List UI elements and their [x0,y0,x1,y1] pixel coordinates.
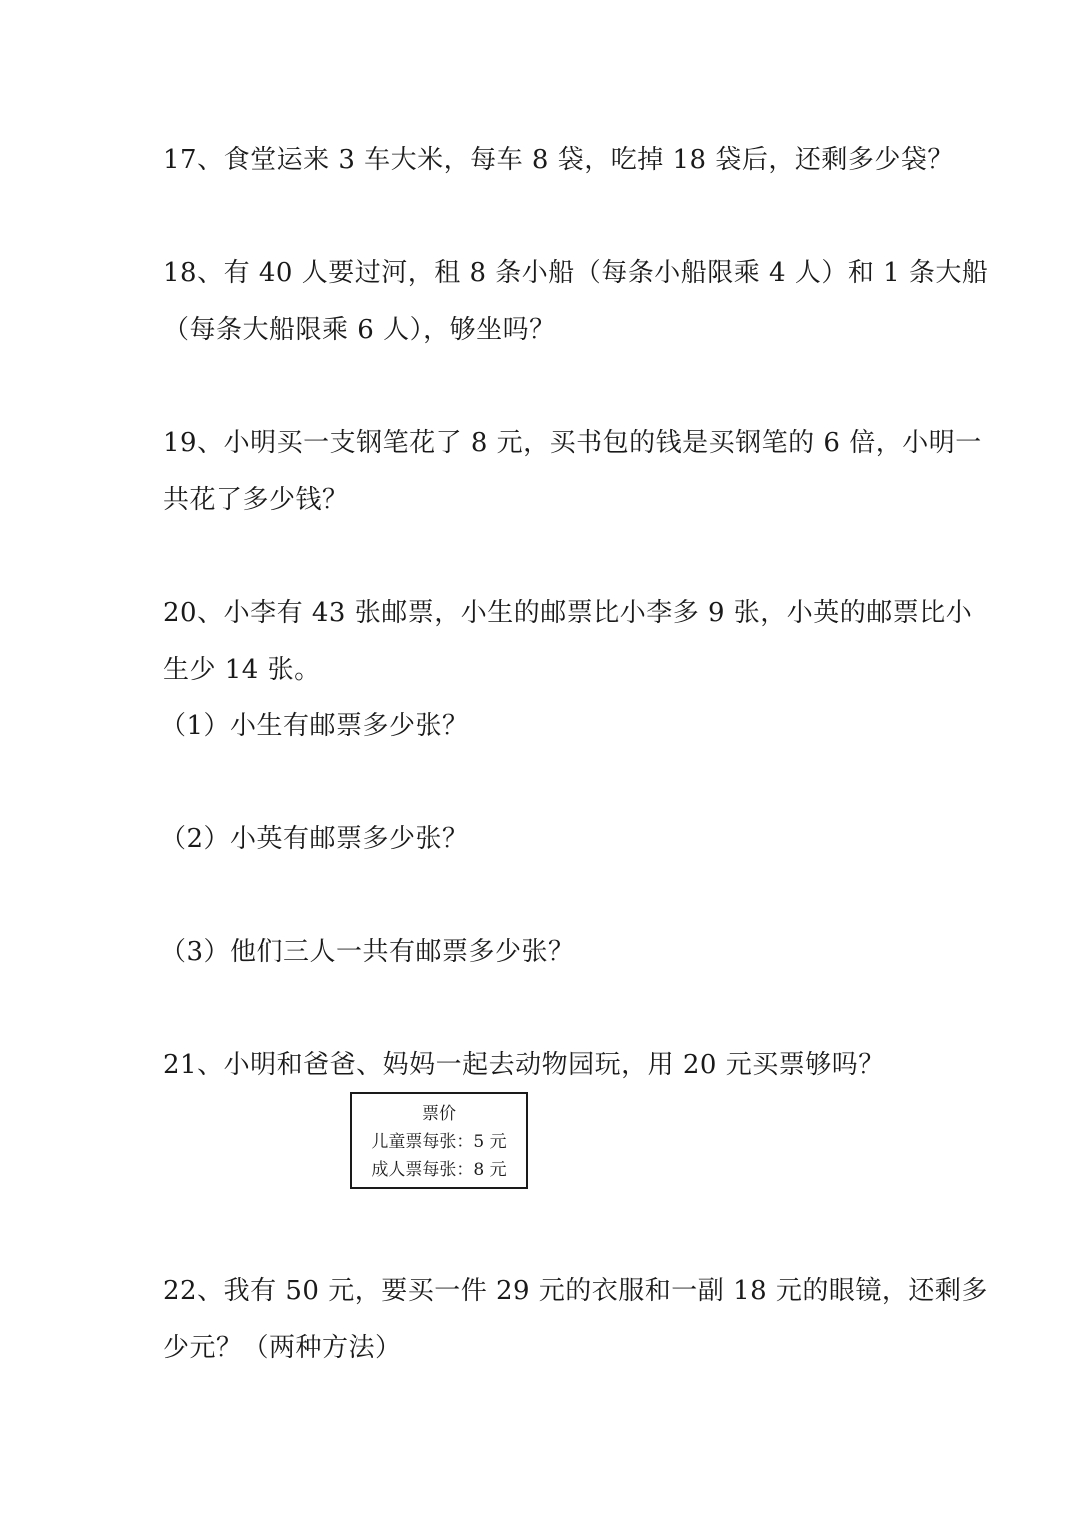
ticket-price-title: 票价 [422,1104,456,1124]
question-18-text: 18、有 40 人要过河，租 8 条小船（每条小船限乘 4 人）和 1 条大船 [163,258,989,288]
question-20-subquestion-2: （2）小英有邮票多少张？ [160,824,469,854]
question-22-text: 22、我有 50 元，要买一件 29 元的衣服和一副 18 元的眼镜，还剩多 [163,1276,988,1306]
ticket-price-box [350,1092,528,1189]
question-22-text-continued: 少元？（两种方法） [163,1333,402,1363]
question-20-subquestion-3: （3）他们三人一共有邮票多少张？ [160,937,575,967]
question-20-text-continued: 生少 14 张。 [163,655,321,685]
question-18-text-continued: （每条大船限乘 6 人），够坐吗？ [163,315,556,345]
child-ticket-price: 儿童票每张：5 元 [371,1132,507,1152]
question-19-text-continued: 共花了多少钱？ [163,485,349,515]
adult-ticket-price: 成人票每张：8 元 [371,1160,507,1180]
question-21-text: 21、小明和爸爸、妈妈一起去动物园玩，用 20 元买票够吗？ [163,1050,885,1080]
question-20-text: 20、小李有 43 张邮票，小生的邮票比小李多 9 张，小英的邮票比小 [163,598,973,628]
question-20-subquestion-1: （1）小生有邮票多少张？ [160,711,469,741]
question-17-text: 17、食堂运来 3 车大米，每车 8 袋，吃掉 18 袋后，还剩多少袋？ [163,145,954,175]
question-19-text: 19、小明买一支钢笔花了 8 元，买书包的钱是买钢笔的 6 倍，小明一 [163,428,982,458]
